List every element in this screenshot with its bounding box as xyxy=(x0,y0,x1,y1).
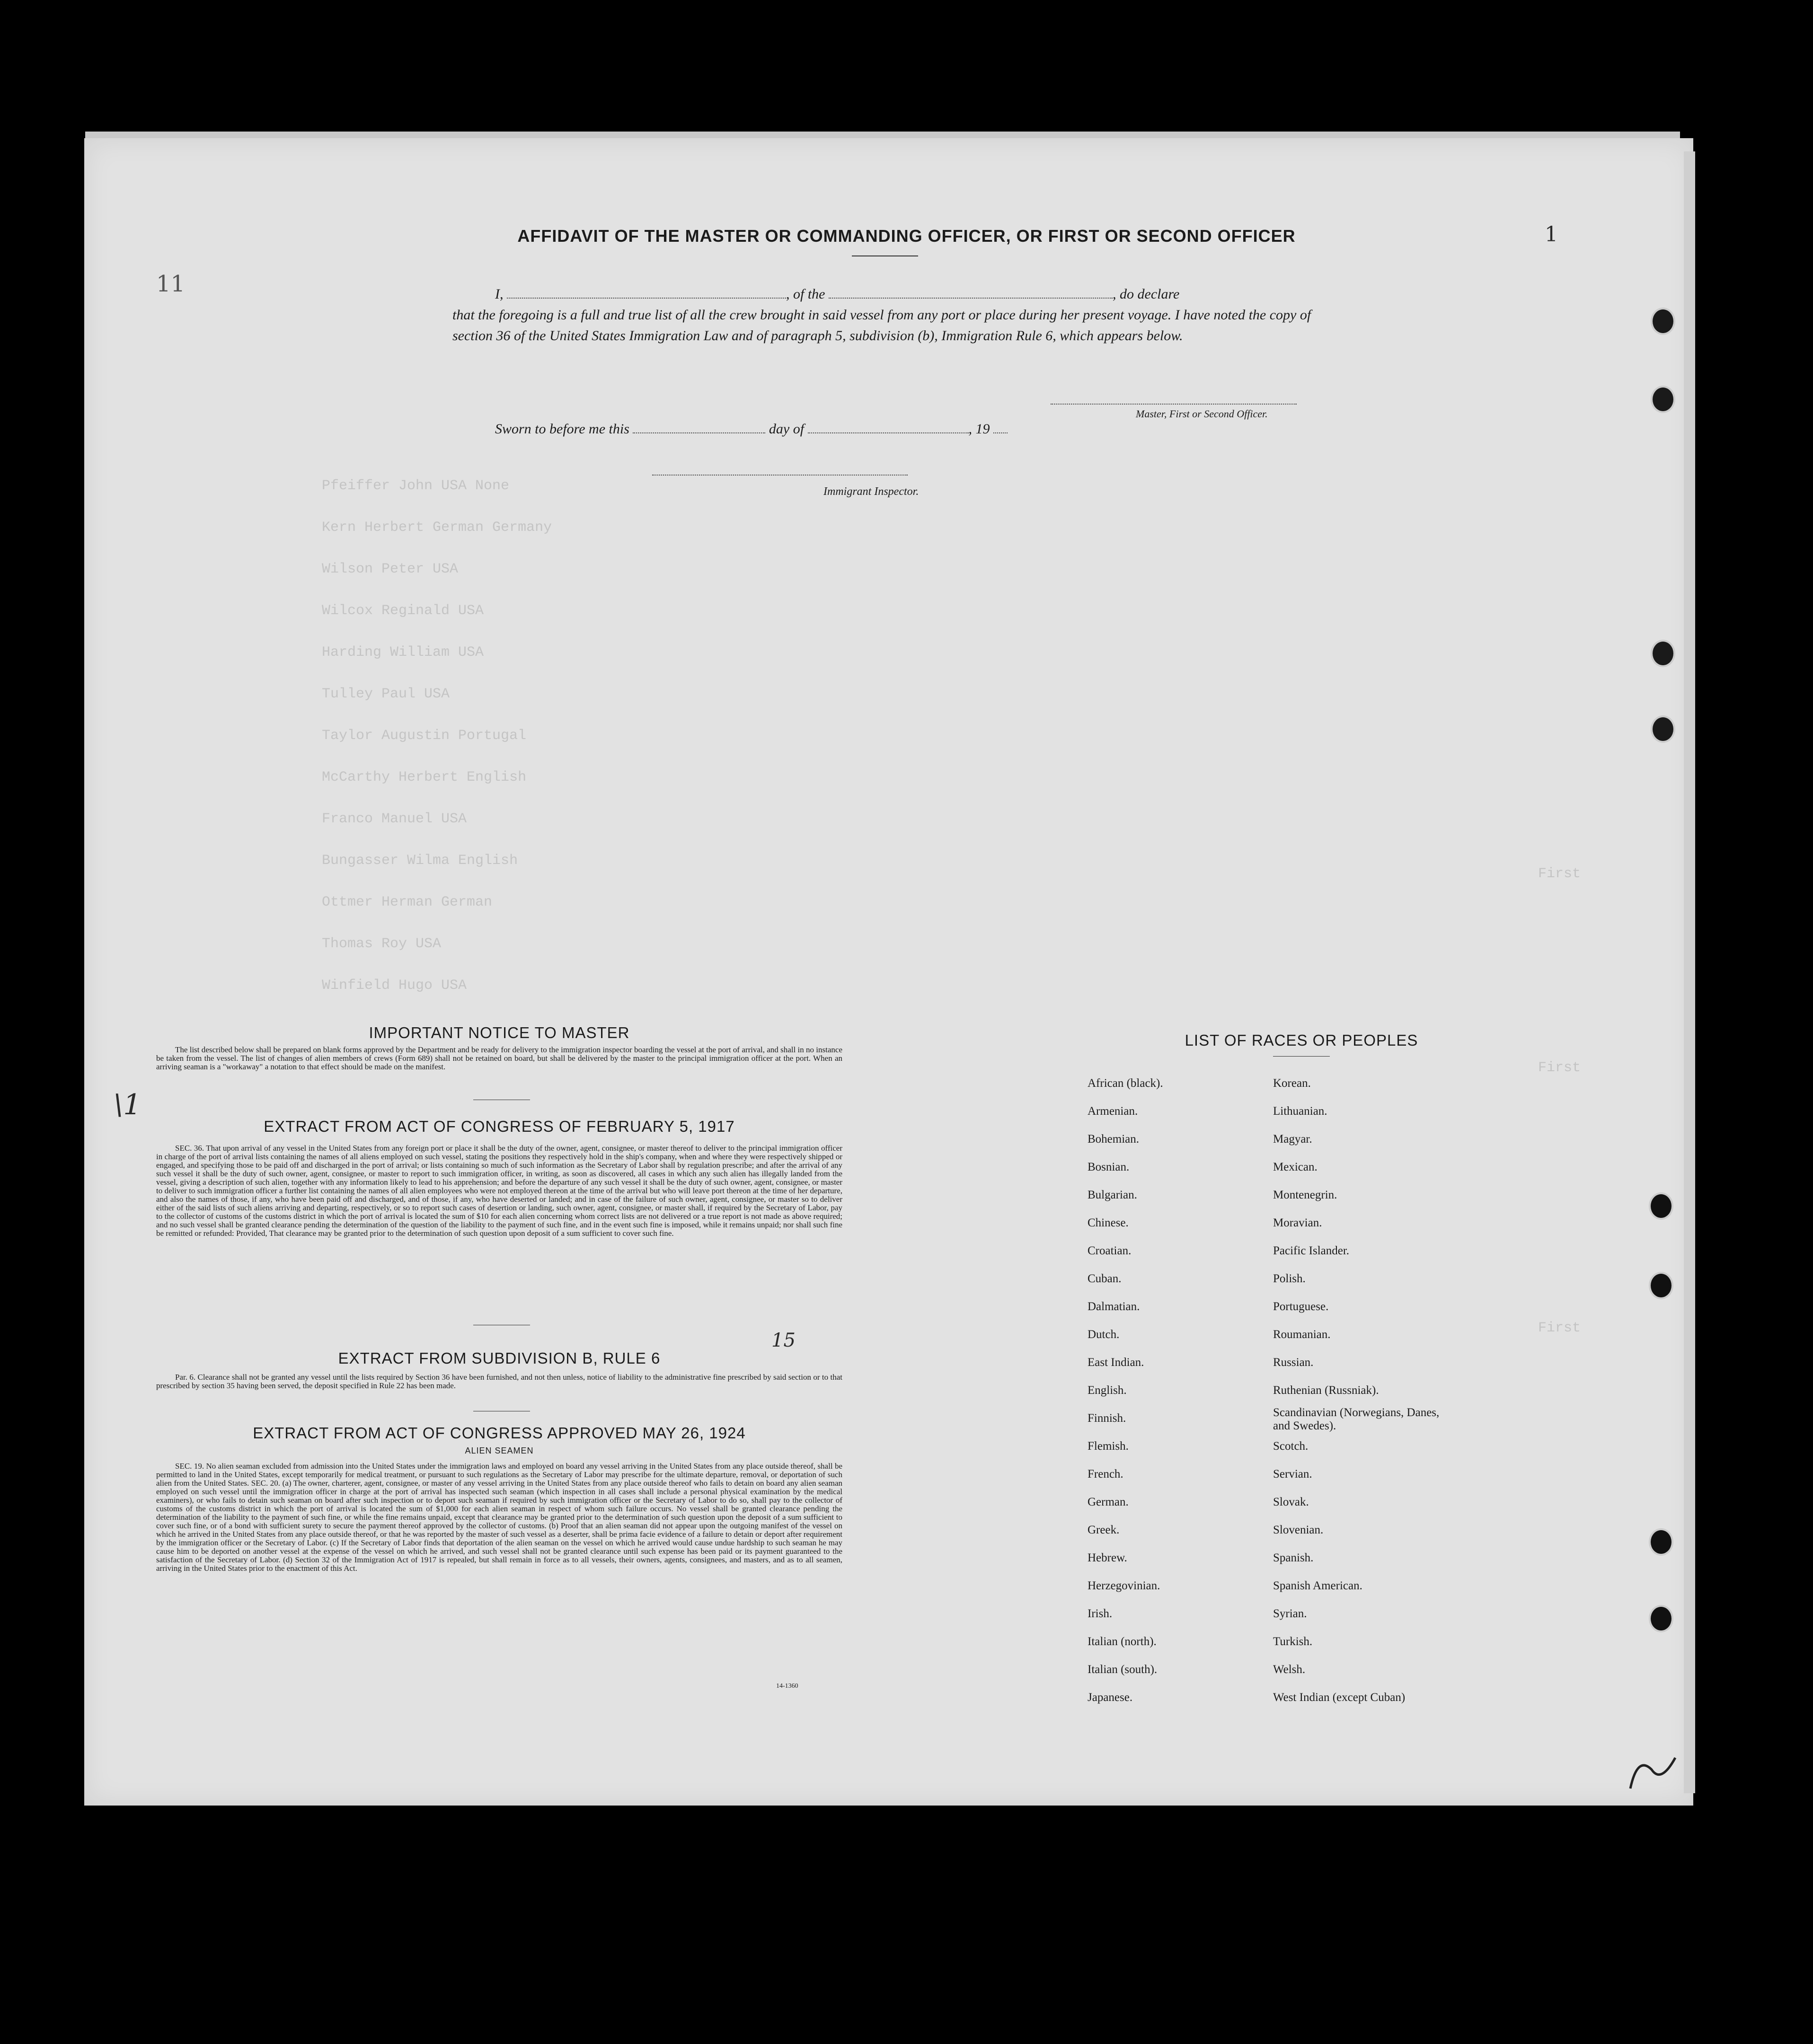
bleedthrough-rank: First xyxy=(1538,866,1581,882)
race-item: Scotch. xyxy=(1273,1440,1309,1453)
affidavit-of-the: , of the xyxy=(786,286,825,302)
rule6-title: EXTRACT FROM SUBDIVISION B, RULE 6 xyxy=(338,1349,661,1367)
binder-hole xyxy=(1649,1272,1673,1299)
race-item: Greek. xyxy=(1088,1524,1120,1536)
notice-title: IMPORTANT NOTICE TO MASTER xyxy=(369,1024,630,1041)
race-item: Bulgarian. xyxy=(1088,1189,1137,1201)
handwritten-mark-margin: \1 xyxy=(114,1088,142,1121)
inspector-line xyxy=(652,474,908,476)
bleedthrough-rank: First xyxy=(1538,1060,1581,1076)
race-item: Dutch. xyxy=(1088,1328,1120,1341)
bleedthrough-rank: First xyxy=(1538,1320,1581,1336)
race-item: Irish. xyxy=(1088,1607,1113,1620)
binder-hole xyxy=(1651,308,1675,335)
sheet-right-edge xyxy=(1684,151,1695,1793)
race-item: Chinese. xyxy=(1088,1216,1129,1229)
race-item: Italian (north). xyxy=(1088,1635,1157,1648)
race-item: Finnish. xyxy=(1088,1412,1126,1425)
race-item: Magyar. xyxy=(1273,1133,1312,1145)
race-item: Korean. xyxy=(1273,1077,1311,1090)
race-item: Spanish. xyxy=(1273,1551,1314,1564)
races-rule xyxy=(1273,1056,1330,1057)
race-item: Italian (south). xyxy=(1088,1663,1158,1676)
race-item: Roumanian. xyxy=(1273,1328,1331,1341)
sworn-line xyxy=(495,421,1008,437)
binder-hole xyxy=(1651,386,1675,413)
day-blank xyxy=(633,432,765,433)
race-item: Polish. xyxy=(1273,1272,1306,1285)
race-item: English. xyxy=(1088,1384,1127,1397)
affidavit-title: AFFIDAVIT OF THE MASTER OR COMMANDING OFFICER, OR FIRST OR SECOND OFFICER xyxy=(517,226,1296,246)
race-item: Slovak. xyxy=(1273,1496,1309,1508)
year-blank xyxy=(993,432,1008,433)
race-item: Hebrew. xyxy=(1088,1551,1127,1564)
signature-label: Master, First or Second Officer. xyxy=(1136,408,1268,420)
bleedthrough-line: Franco Manuel USA xyxy=(322,811,467,827)
race-item: Japanese. xyxy=(1088,1691,1133,1704)
handwritten-mark-top-right: 1 xyxy=(1545,222,1558,247)
race-item: East Indian. xyxy=(1088,1356,1144,1369)
affidavit-line-1 xyxy=(452,284,1342,305)
race-item: Russian. xyxy=(1273,1356,1314,1369)
races-right-column xyxy=(1273,1069,1443,1711)
race-item: Flemish. xyxy=(1088,1440,1129,1453)
bleedthrough-line: Winfield Hugo USA xyxy=(322,978,467,994)
signature-line xyxy=(1051,403,1297,405)
race-item: Slovenian. xyxy=(1273,1524,1324,1536)
race-item: Bohemian. xyxy=(1088,1133,1140,1145)
extract-1924-body: SEC. 19. No alien seaman excluded from admission into the United States under the immigration laws and employed on board any vessel arriving in the United States from any place outside thereof, shall be permitted to land in the United States, except temporarily for medical treatment, or pursuant to such regulations as the Secretary of Labor may prescribe for the ultimate departure, removal, or deportation of such alien from the United States. SEC. 20. (a) The owner, charterer, agent, consignee, or master of any vessel arriving in the United States from any place outside thereof who fails to detain on board any alien seaman employed on such vessel until the immigration officer in charge at the port of arrival has inspected such seaman (which inspection in all cases shall include a personal physical examination by the medical examiners), or who fails to detain such seaman on board after such inspection or to deport such seaman if required by such immigration officer or the Secretary of Labor to do so, shall pay to the collector of customs of the customs district in which the port of arrival is located the sum of $1,000 for each alien seaman in respect of whom such failure occurs. No vessel shall be granted clearance pending the determination of the liability to the payment of such fine, or while the fine remains unpaid, except that clearance may be granted prior to the determination of such question upon the deposit of a sum sufficient to cover such fine, or of a bond with sufficient surety to secure the payment thereof approved by the collector of customs. (b) Proof that an alien seaman did not appear upon the outgoing manifest of the vessel on which he arrived in the United States from any place outside thereof, or that he was reported by the master of such vessel as a deserter, shall be prima facie evidence of a failure to detain or deport after requirement by the immigration officer or the Secretary of Labor. (c) If the Secretary of Labor finds that deportation of the alien seaman on the vessel on which he arrived would cause undue hardship to such seaman he may cause him to be deported on another vessel at the expense of the vessel on which he arrived, and such vessel shall not be granted clearance until such expense has been paid or its payment guaranteed to the satisfaction of the Secretary of Labor. (d) Section 32 of the Immigration Act of 1917 is repealed, but shall remain in force as to all vessels, their owners, agents, consignees, and masters, and as to all seamen, arriving in the United States prior to the enactment of this Act. xyxy=(156,1462,842,1573)
race-item: German. xyxy=(1088,1496,1129,1508)
race-item: Spanish American. xyxy=(1273,1579,1362,1592)
binder-hole xyxy=(1649,1605,1673,1632)
bleedthrough-line: Pfeiffer John USA None xyxy=(322,478,510,494)
affidavit-declaration xyxy=(452,284,1342,346)
handwritten-mark-mid: 15 xyxy=(771,1330,796,1351)
race-item: French. xyxy=(1088,1468,1123,1480)
bleedthrough-line: Ottmer Herman German xyxy=(322,894,493,910)
affidavit-body: that the foregoing is a full and true list of all the crew brought in said vessel from any port or place during her present voyage. I have noted the copy of section 36 of the United States Immigration Law and of paragraph 5, subdivision (b), Immigration Rule 6, which appears below. xyxy=(452,307,1311,344)
year-text: , 19 xyxy=(968,421,990,437)
month-blank xyxy=(808,432,969,433)
bleedthrough-line: Wilson Peter USA xyxy=(322,561,459,577)
race-item: Herzegovinian. xyxy=(1088,1579,1160,1592)
bleedthrough-line: Taylor Augustin Portugal xyxy=(322,728,527,744)
race-item: Scandinavian (Norwegians, Danes, and Swedes). xyxy=(1273,1406,1440,1432)
race-item: Turkish. xyxy=(1273,1635,1313,1648)
binder-hole xyxy=(1649,1528,1673,1556)
notice-body: The list described below shall be prepared on blank forms approved by the Department and be ready for delivery to the immigration inspector boarding the vessel at the port of arrival, and shall in no instance be taken from the vessel. The list of changes of alien members of crews (Form 689) shall not be retained on board, but shall be delivered by the master to the principal immigration officer at the port. When an arriving seaman is a "workaway" a notation to that effect should be made on the manifest. xyxy=(156,1045,842,1071)
race-item: African (black). xyxy=(1088,1077,1163,1090)
bleedthrough-line: Bungasser Wilma English xyxy=(322,853,518,869)
extract-1924-title: EXTRACT FROM ACT OF CONGRESS APPROVED MAY 26, 1924 xyxy=(253,1424,746,1442)
race-item: Dalmatian. xyxy=(1088,1300,1140,1313)
race-item: Pacific Islander. xyxy=(1273,1244,1350,1257)
rule6-body: Par. 6. Clearance shall not be granted any vessel until the lists required by Section 36 have been furnished, and not then unless, notice of liability to the administrative fine prescribed by said section or to that prescribed by section 35 having been served, the deposit specified in Rule 22 has been made. xyxy=(156,1373,842,1390)
bleedthrough-line: Tulley Paul USA xyxy=(322,686,450,702)
bleedthrough-line: Kern Herbert German Germany xyxy=(322,520,552,536)
races-title: LIST OF RACES OR PEOPLES xyxy=(1185,1031,1418,1049)
bleedthrough-line: McCarthy Herbert English xyxy=(322,769,527,785)
race-item: West Indian (except Cuban) xyxy=(1273,1691,1406,1704)
race-item: Ruthenian (Russniak). xyxy=(1273,1384,1379,1397)
inspector-label: Immigrant Inspector. xyxy=(823,485,919,498)
handwritten-mark-top-left: 11 xyxy=(156,271,186,297)
race-item: Syrian. xyxy=(1273,1607,1307,1620)
race-item: Lithuanian. xyxy=(1273,1105,1327,1118)
binder-hole xyxy=(1651,715,1675,743)
race-item: Moravian. xyxy=(1273,1216,1322,1229)
name-blank xyxy=(507,298,786,299)
race-item: Bosnian. xyxy=(1088,1161,1130,1173)
race-item: Servian. xyxy=(1273,1468,1312,1480)
binder-hole xyxy=(1649,1192,1673,1220)
races-left-column xyxy=(1088,1069,1163,1711)
alien-seamen-subtitle: ALIEN SEAMEN xyxy=(465,1446,534,1455)
race-item: Croatian. xyxy=(1088,1244,1132,1257)
race-item: Cuban. xyxy=(1088,1272,1122,1285)
race-item: Montenegrin. xyxy=(1273,1189,1337,1201)
race-item: Mexican. xyxy=(1273,1161,1318,1173)
affidavit-do-declare: , do declare xyxy=(1113,286,1180,302)
day-of-text: day of xyxy=(769,421,805,437)
race-item: Welsh. xyxy=(1273,1663,1306,1676)
form-number: 14-1360 xyxy=(776,1683,798,1690)
race-item: Armenian. xyxy=(1088,1105,1138,1118)
bleedthrough-line: Harding William USA xyxy=(322,644,484,661)
bleedthrough-line: Wilcox Reginald USA xyxy=(322,603,484,619)
sworn-text: Sworn to before me this xyxy=(495,421,629,437)
bleedthrough-line: Thomas Roy USA xyxy=(322,936,442,952)
binder-hole xyxy=(1651,640,1675,667)
handwritten-curl xyxy=(1628,1751,1680,1793)
extract-1917-title: EXTRACT FROM ACT OF CONGRESS OF FEBRUARY 5, 1917 xyxy=(264,1118,735,1135)
vessel-blank xyxy=(829,298,1113,299)
affidavit-i: I, xyxy=(495,286,504,302)
race-item: Portuguese. xyxy=(1273,1300,1329,1313)
extract-1917-body: SEC. 36. That upon arrival of any vessel in the United States from any foreign port or place it shall be the duty of the owner, agent, consignee, or master thereof to deliver to the principal immigration officer in charge of the port of arrival lists containing the names of all aliens employed on such vessel, stating the positions they respectively hold in the ship's company, when and where they were respectively shipped or engaged, and specifying those to be paid off and discharged in the port of arrival; or lists containing so much of such information as the Secretary of Labor shall by regulation prescribe; and after the arrival of any such vessel it shall be the duty of such owner, agent, consignee, or master to report to such immigration officer, in writing, as soon as discovered, all cases in which any such alien has illegally landed from the vessel, giving a description of such alien, together with any information likely to lead to his apprehension; and before the departure of any such vessel it shall be the duty of such owner, agent, consignee, or master to deliver to such immigration officer a further list containing the names of all alien employees who were not employed thereon at the time of the arrival but who will leave port thereon at the time of her departure, and also the names of those, if any, who have been paid off and discharged, and of those, if any, who have deserted or landed; and in case of the failure of such owner, agent, consignee, or master so to deliver either of the said lists of such aliens arriving and departing, respectively, or so to report such cases of desertion or landing, such owner, agent, consignee, or master shall, if required by the Secretary of Labor, pay to the collector of customs of the customs district in which the port of arrival is located the sum of $10 for each alien concerning whom correct lists are not delivered or a true report is not made as above required; and no such vessel shall be granted clearance pending the determination of the question of the liability to the payment of such fine, and in the event such fine is imposed, while it remains unpaid; nor shall such fine be remitted or refunded: Provided, That clearance may be granted prior to the determination of such question upon deposit of a sum sufficient to cover such fine. xyxy=(156,1144,842,1238)
